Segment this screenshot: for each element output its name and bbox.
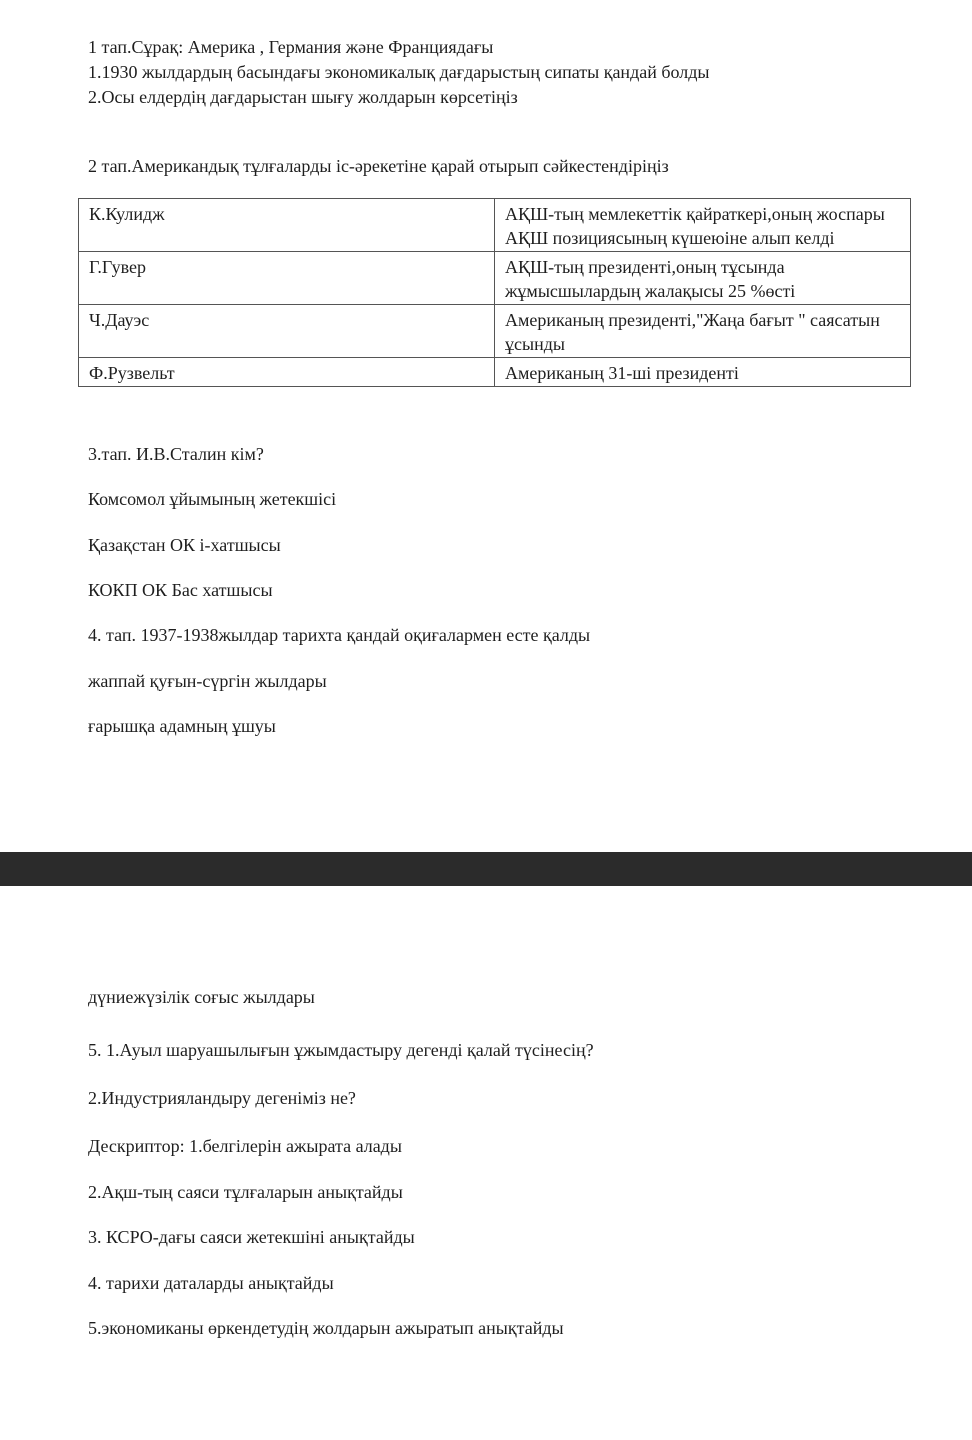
table-row xyxy=(79,305,911,358)
descriptor-5: 5.экономиканы өркендетудің жолдарын ажыратып анықтайды xyxy=(88,1318,564,1338)
task3-option: Қазақстан ОК і-хатшысы xyxy=(88,535,281,555)
person-name: Ф.Рузвельт xyxy=(79,358,495,387)
descriptor-1: Дескриптор: 1.белгілерін ажырата алады xyxy=(88,1136,402,1156)
task1-question-1: 1.1930 жылдардың басындағы экономикалық дағдарыстың сипаты қандай болды xyxy=(88,62,710,82)
task4-option: дүниежүзілік соғыс жылдары xyxy=(88,987,315,1007)
table-row xyxy=(79,199,911,252)
task3-option: КОКП ОК Бас хатшысы xyxy=(88,580,273,600)
task1-title: 1 тап.Сұрақ: Америка , Германия және Франциядағы xyxy=(88,37,494,57)
person-description: АҚШ-тың мемлекеттік қайраткері,оның жоспары АҚШ позициясының күшеюіне алып келді xyxy=(495,199,911,252)
person-name: Г.Гувер xyxy=(79,252,495,305)
person-name: Ч.Дауэс xyxy=(79,305,495,358)
task2-title: 2 тап.Американдық тұлғаларды іс-әрекетіне қарай отырып сәйкестендіріңіз xyxy=(88,156,669,176)
page-divider xyxy=(0,852,972,886)
table-row xyxy=(79,358,911,387)
task5-question-2: 2.Индустрияландыру дегеніміз не? xyxy=(88,1088,356,1108)
matching-table xyxy=(78,198,911,387)
descriptor-3: 3. КСРО-дағы саяси жетекшіні анықтайды xyxy=(88,1227,415,1247)
task1-question-2: 2.Осы елдердің дағдарыстан шығу жолдарын көрсетіңіз xyxy=(88,87,518,107)
person-name: К.Кулидж xyxy=(79,199,495,252)
person-description: Американың президенті,"Жаңа бағыт " саясатын ұсынды xyxy=(495,305,911,358)
task4-title: 4. тап. 1937-1938жылдар тарихта қандай оқиғалармен есте қалды xyxy=(88,625,591,645)
descriptor-2: 2.Ақш-тың саяси тұлғаларын анықтайды xyxy=(88,1182,403,1202)
person-description: Американың 31-ші президенті xyxy=(495,358,911,387)
table-row xyxy=(79,252,911,305)
descriptor-4: 4. тарихи даталарды анықтайды xyxy=(88,1273,334,1293)
task4-option: жаппай қуғын-сүргін жылдары xyxy=(88,671,327,691)
person-description: АҚШ-тың президенті,оның тұсында жұмысшылардың жалақысы 25 %өсті xyxy=(495,252,911,305)
task3-title: 3.тап. И.В.Сталин кім? xyxy=(88,444,264,464)
task4-option: ғарышқа адамның ұшуы xyxy=(88,716,276,736)
task5-question-1: 5. 1.Ауыл шаруашылығын ұжымдастыру дегенді қалай түсінесің? xyxy=(88,1040,594,1060)
task3-option: Комсомол ұйымының жетекшісі xyxy=(88,489,337,509)
